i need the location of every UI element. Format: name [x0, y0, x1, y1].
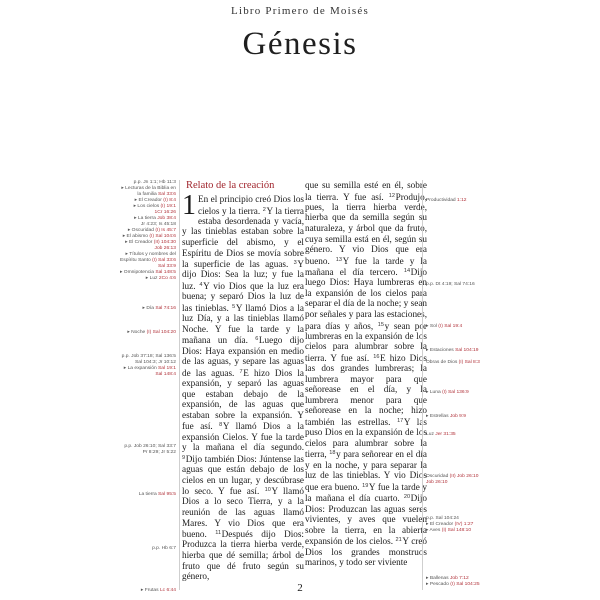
margin-reference: Sal 19:1: [158, 366, 176, 371]
margin-note: ▸ Sol (I) Sal 19:4: [426, 324, 463, 329]
verse-text: Y las puso Dios en la expansión de los cielos para alumbrar sobre la tierra,: [305, 416, 428, 460]
verse-paragraph: [182, 190, 305, 582]
verse-text: Dijo luego Dios: Haya lumbreras en la expansión de los cielos para separar el día de la noche; y sean por señales y para las estaciones, para días y años,: [305, 266, 427, 331]
margin-reference: Lc 6:44: [159, 588, 176, 593]
margin-note: Jr 4:23; Is 45:18: [140, 222, 176, 227]
verse-text: E hizo Dios las dos grandes lumbreras; la lumbrera mayor para que señorease en el día, y la lumbrera menor para que señorease en la noche; hizo también las estrellas.: [305, 352, 427, 427]
verse-number: 12: [388, 192, 395, 199]
verse-text: Luego dijo Dios: Haya expansión en medio de las aguas, y separe las aguas de las aguas.: [182, 335, 304, 378]
margin-reference: (I) Is 45:7: [155, 228, 176, 233]
margin-reference: (II) Job 26:10: [449, 474, 479, 479]
margin-note: p.p. Job 37:18; Sal 136:5: [121, 354, 176, 359]
margin-reference: 1:12: [457, 198, 467, 203]
page-number: 2: [297, 582, 303, 594]
margin-reference: (I) Sal 104:6: [149, 234, 176, 239]
verse-number: 20: [403, 494, 411, 501]
verse-number: 18: [329, 450, 336, 457]
verse-number: 7: [239, 368, 243, 375]
verse-text: E hizo Dios la expansión, y separó las aguas que estaban debajo de la expansión, de las aguas que estaban sobre la expansión. Y fue así.: [182, 367, 305, 432]
running-header: Libro Primero de Moisés: [231, 5, 369, 17]
margin-note: p.p. Jn 1:1; Hb 11:3: [133, 180, 176, 185]
verse-text: y sean por lumbreras en la expansión de los cielos para alumbrar sobre la tierra. Y fue así.: [305, 320, 427, 363]
margin-note: ▸ La expansión Sal 19:1: [123, 366, 176, 371]
verse-text: que su semilla esté en él, sobre la tierra. Y fue así.: [305, 180, 427, 202]
margin-note: Pr 8:29; Jr 5:22: [142, 450, 176, 455]
margin-note: p.p. Hb 6:7: [152, 546, 176, 551]
margin-reference: (I) Sal 19:4: [438, 324, 463, 329]
margin-note: ▸ Noche (I) Sal 104:20: [127, 330, 176, 335]
verse-text: Y fue la tarde y la mañana el día cuarto.: [305, 481, 427, 504]
margin-note: ▸ Estrellas Job 9:9: [426, 414, 466, 419]
margin-reference: Job 38:4: [157, 216, 176, 221]
margin-reference: Job 9:9: [449, 414, 466, 419]
section-heading: Relato de la creación: [186, 180, 275, 191]
margin-note: p.p. Dt 4:19; Sal 74:16: [426, 282, 475, 287]
verse-number: 11: [215, 530, 222, 537]
verse-text: En el principio creó Dios los cielos y la tierra.: [198, 194, 304, 216]
margin-note: [94, 372, 176, 378]
verse-text: Y creó Dios los grandes monstruos marinos, y todo ser viviente: [305, 536, 427, 568]
margin-reference: (I) Sal 136:9: [442, 390, 469, 395]
margin-note: ▸ El Creador (I) 8:4: [134, 198, 176, 203]
left-column-rule: [179, 180, 180, 590]
book-title: Génesis: [242, 26, 358, 62]
verse-text: Y fue la tarde y la mañana el día tercero.: [305, 255, 427, 277]
verse-number: 9: [182, 454, 186, 461]
margin-reference: Sal 148:5: [155, 270, 176, 275]
margin-note: Productividad 1:12: [426, 198, 467, 203]
text-column-2: [305, 180, 427, 568]
verse-number: 2: [262, 206, 266, 213]
margin-reference: Jer 31:35: [435, 432, 456, 437]
margin-note: La tierra Sal 95:5: [138, 492, 176, 497]
margin-note: ▸ Frutas Lc 6:44: [140, 588, 176, 593]
margin-reference: Sal 104:19: [455, 348, 479, 353]
verse-number: 14: [403, 267, 411, 274]
margin-reference: Job 26:10: [426, 480, 448, 485]
verse-text: Produjo, pues, la tierra hierba verde, hierba que da semilla según su naturaleza, y árbol que da fruto, cuya semilla está en él, según su género. Y vio Dios que era bueno.: [305, 191, 427, 266]
verse-number: 4: [199, 281, 203, 288]
margin-note: ▸ El Creador (II) 104:30: [125, 240, 176, 245]
margin-reference: 2Co 4:6: [158, 276, 176, 281]
margin-note: ▸ Aves (I) Sal 148:10: [426, 528, 472, 533]
verse-number: 17: [397, 418, 404, 425]
margin-reference: (IV) 1:27: [454, 522, 474, 527]
margin-reference: Sal 33:6: [158, 192, 176, 197]
margin-note: Oscuridad (II) Job 26:10: [426, 474, 479, 479]
margin-reference: Job 7:12: [449, 576, 469, 581]
verse-number: 16: [373, 353, 380, 360]
verse-number: 10: [264, 487, 271, 494]
margin-reference: (I) Sal 104:20: [146, 330, 176, 335]
verse-number: 13: [335, 256, 343, 263]
verse-text: y para señorear en el día y en la noche, y para separar la luz de las tinieblas. Y vio Dios que era bueno.: [305, 449, 427, 492]
margin-reference: 1Cr 16:26: [154, 210, 176, 215]
verse-paragraph: [305, 180, 427, 568]
verse-number: 21: [395, 537, 402, 544]
verse-number: 19: [362, 482, 369, 489]
verse-text: Y vio Dios que la luz era buena; y separó Dios la luz de las tinieblas.: [182, 280, 304, 313]
margin-note: ▸ Omnipotencia Sal 148:5: [119, 270, 176, 275]
margin-reference: Sal 33:9: [158, 264, 176, 269]
verse-number: 5: [232, 303, 236, 310]
verse-number: 8: [219, 422, 223, 429]
verse-text: Y la tierra estaba desordenada y vacía, y las tinieblas estaban sobre la superficie del abismo, y el Espíritu de Dios se movía sobre la superficie de las aguas.: [182, 205, 304, 269]
margin-note: ▸ Oscuridad (I) Is 45:7: [127, 228, 176, 233]
margin-reference: (I) Sal 8:3: [458, 360, 480, 365]
margin-reference: (I) 19:1: [160, 204, 176, 209]
verse-text: Y llamó Dios a lo seco Tierra, y a la reunión de las aguas llamó Mares. Y vio Dios que era bueno.: [182, 485, 304, 539]
margin-note: p.p. Job 26:10; Sal 33:7: [124, 444, 176, 449]
verse-number: 6: [255, 336, 259, 343]
margin-note: ▸ Ballenas Job 7:12: [426, 576, 469, 581]
margin-note: ▸ Lecturas de la Biblia en: [121, 186, 176, 191]
margin-reference: Sal 74:16: [155, 306, 176, 311]
margin-note: ▸ El Creador (IV) 1:27: [426, 522, 474, 527]
margin-note: Espíritu Santo (I) Sal 33:6: [120, 258, 176, 263]
verse-text: Dijo Dios: Produzcan las aguas seres vivientes, y aves que vuelen sobre la tierra, en la abierta expansión de los cielos.: [305, 493, 427, 547]
verse-text: Después dijo Dios: Produzca la tierra hierba verde, hierba que dé semilla; árbol de fruto que dé fruto según su género,: [182, 528, 304, 582]
margin-note: [426, 480, 516, 486]
margin-note: Luz Jer 31:35: [426, 432, 456, 437]
margin-note: Obras de Dios (I) Sal 8:3: [426, 360, 480, 365]
margin-note: ▸ El abismo (I) Sal 104:6: [122, 234, 176, 239]
margin-note: ▸ Pescado (I) Sal 104:25: [426, 582, 480, 587]
margin-reference: (I) Sal 33:6: [152, 258, 176, 263]
text-column-1: [182, 180, 304, 582]
margin-reference: Sal 95:5: [158, 492, 176, 497]
margin-reference: Sal 148:4: [155, 372, 176, 377]
margin-note: ▸ Luz 2Co 4:6: [145, 276, 176, 281]
margin-note: ▸ Los cielos (I) 19:1: [133, 204, 176, 209]
verse-number: 3: [293, 260, 297, 267]
margin-note: ▸ Día Sal 74:16: [142, 306, 176, 311]
margin-note: la familia Sal 33:6: [137, 192, 176, 197]
verse-text: Y llamó Dios a la expansión Cielos. Y fue la tarde y la mañana el día segundo.: [182, 421, 304, 453]
verse-text: Dijo también Dios: Júntense las aguas que están debajo de los cielos en un lugar, y descúbrase lo seco. Y fue así.: [182, 453, 304, 496]
verse-text: Y dijo Dios: Sea la luz; y fue la luz.: [182, 258, 304, 291]
margin-reference: (II) 104:30: [153, 240, 176, 245]
verse-text: Y llamó Dios a la luz Día, y a las tinieblas llamó Noche. Y fue la tarde y la mañana un día.: [182, 302, 304, 346]
margin-note: Sal 104:3; Jr 10:12: [134, 360, 176, 365]
margin-reference: Job 26:13: [154, 246, 176, 251]
margin-note: ▸ La tierra Job 38:4: [134, 216, 176, 221]
chapter-dropcap: 1: [182, 190, 196, 221]
margin-reference: (I) Sal 104:25: [450, 582, 480, 587]
margin-note: p.p. Sal 104:24: [426, 516, 459, 521]
margin-reference: (I) 8:4: [163, 198, 176, 203]
margin-note: ▸ Estaciones Sal 104:19: [426, 348, 479, 353]
right-column-rule: [422, 180, 423, 590]
margin-note: ▸ Títulos y nombres del: [125, 252, 176, 257]
verse-number: 15: [377, 321, 385, 328]
margin-note: ▸ Luna (I) Sal 136:9: [426, 390, 469, 395]
margin-reference: (I) Sal 148:10: [441, 528, 472, 533]
